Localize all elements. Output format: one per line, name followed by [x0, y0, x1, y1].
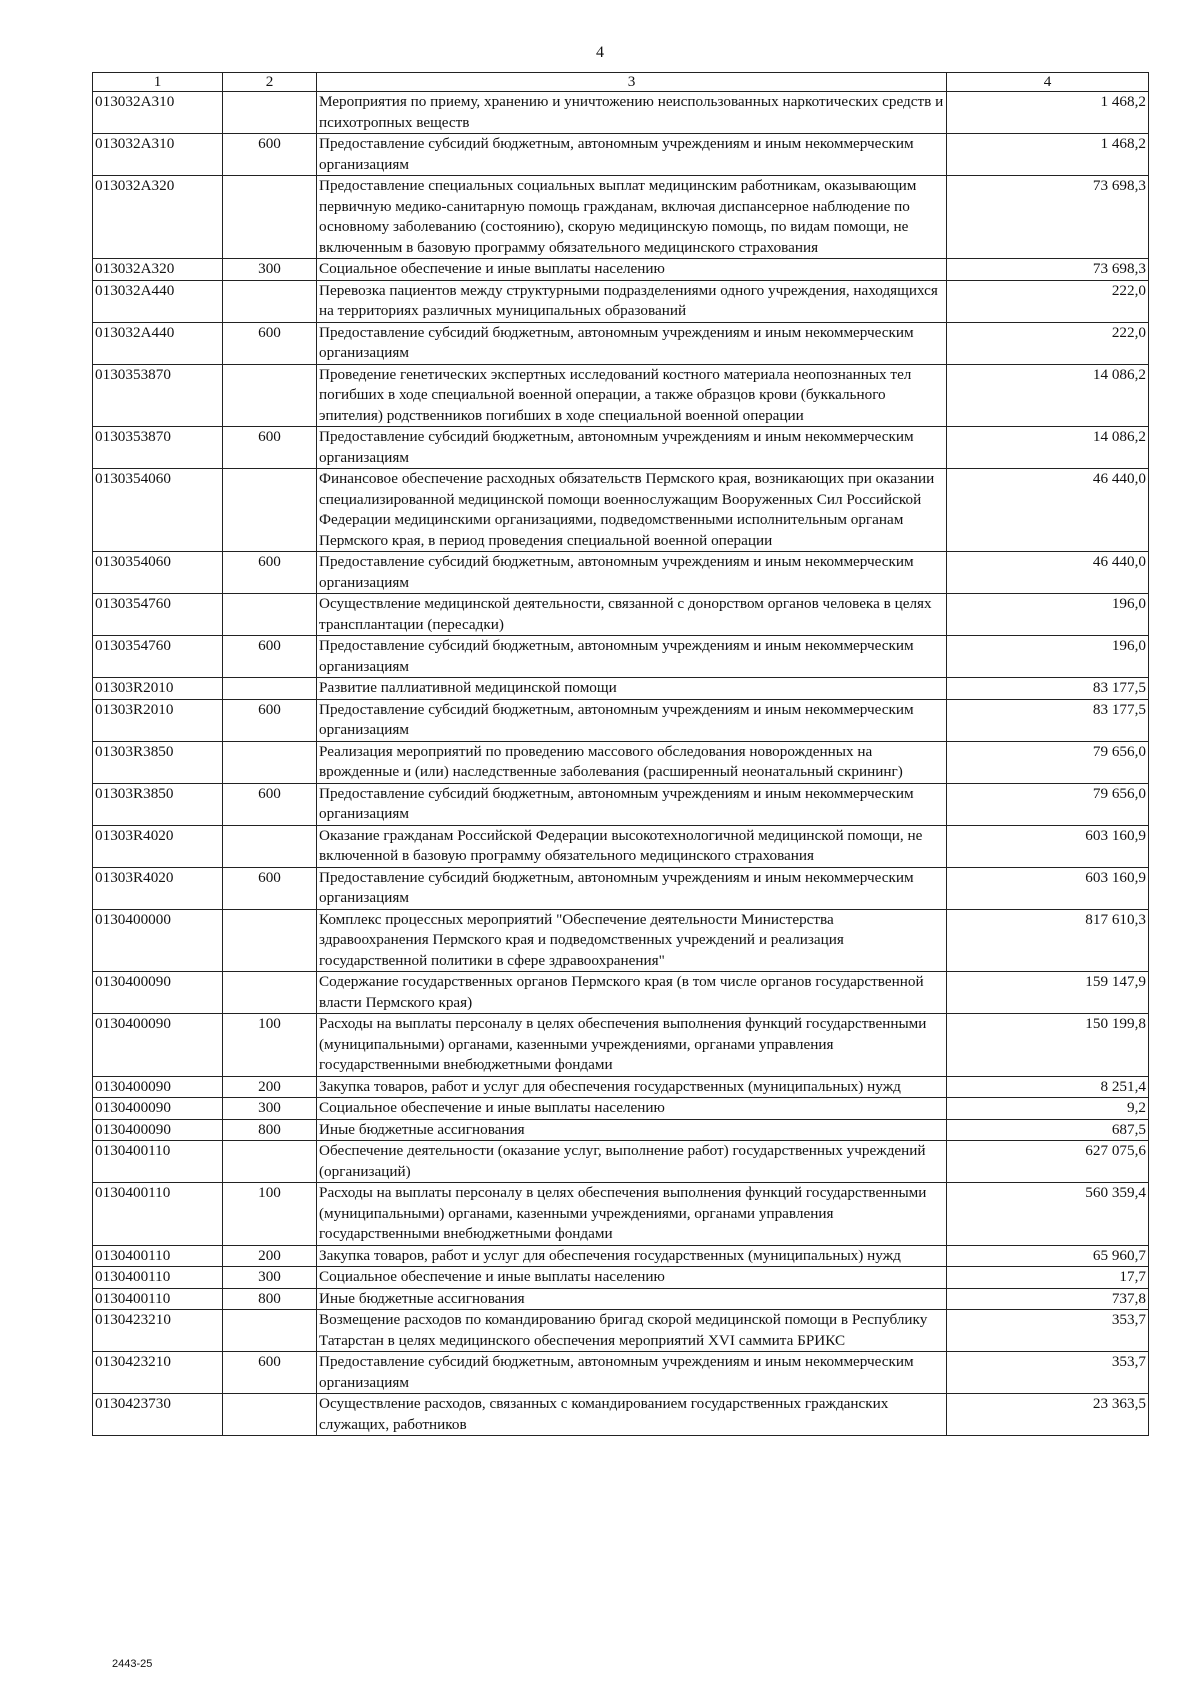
table-row — [93, 783, 1149, 825]
expense-name: Обеспечение деятельности (оказание услуг, выполнение работ) государственных учреждений (организаций) — [317, 1141, 947, 1183]
expense-type-code — [223, 1394, 317, 1436]
amount-value: 353,7 — [947, 1310, 1149, 1352]
expense-type-code: 600 — [223, 427, 317, 469]
expense-type-code — [223, 176, 317, 259]
amount-value: 687,5 — [947, 1119, 1149, 1141]
expense-name: Предоставление субсидий бюджетным, автономным учреждениям и иным некоммерческим организациям — [317, 867, 947, 909]
amount-value: 150 199,8 — [947, 1014, 1149, 1077]
table-row — [93, 1076, 1149, 1098]
expense-type-code: 600 — [223, 636, 317, 678]
header-col-3: 3 — [317, 73, 947, 92]
expense-type-code: 300 — [223, 1267, 317, 1289]
amount-value: 353,7 — [947, 1352, 1149, 1394]
expense-type-code — [223, 364, 317, 427]
target-article-code: 0130400000 — [93, 909, 223, 972]
expense-type-code: 600 — [223, 699, 317, 741]
expense-name: Иные бюджетные ассигнования — [317, 1288, 947, 1310]
expense-name: Предоставление субсидий бюджетным, автономным учреждениям и иным некоммерческим организациям — [317, 552, 947, 594]
expense-name: Социальное обеспечение и иные выплаты населению — [317, 1098, 947, 1120]
table-row — [93, 280, 1149, 322]
expense-name: Проведение генетических экспертных исследований костного материала неопознанных тел погибших в ходе специальной военной операции, а также образцов крови (буккального эпителия) родственников погибших в ходе специальной военной операции — [317, 364, 947, 427]
expense-type-code — [223, 678, 317, 700]
target-article-code: 013032A440 — [93, 280, 223, 322]
target-article-code: 0130354060 — [93, 469, 223, 552]
target-article-code: 01303R2010 — [93, 678, 223, 700]
expense-name: Предоставление субсидий бюджетным, автономным учреждениям и иным некоммерческим организациям — [317, 783, 947, 825]
expense-name: Предоставление специальных социальных выплат медицинским работникам, оказывающим первичную медико-санитарную помощь гражданам, включая диспансерное наблюдение по основному заболеванию (состоянию), скорую медицинскую помощь, по видам помощи, не включенным в базовую программу обязательного медицинского страхования — [317, 176, 947, 259]
amount-value: 17,7 — [947, 1267, 1149, 1289]
expense-name: Предоставление субсидий бюджетным, автономным учреждениям и иным некоммерческим организациям — [317, 134, 947, 176]
expense-type-code: 200 — [223, 1076, 317, 1098]
amount-value: 603 160,9 — [947, 867, 1149, 909]
expense-type-code: 800 — [223, 1288, 317, 1310]
amount-value: 627 075,6 — [947, 1141, 1149, 1183]
page-number: 4 — [596, 44, 604, 61]
table-row — [93, 1014, 1149, 1077]
amount-value: 222,0 — [947, 280, 1149, 322]
expense-name: Предоставление субсидий бюджетным, автономным учреждениям и иным некоммерческим организациям — [317, 322, 947, 364]
expense-type-code — [223, 972, 317, 1014]
expense-name: Оказание гражданам Российской Федерации высокотехнологичной медицинской помощи, не включенной в базовую программу обязательного медицинского страхования — [317, 825, 947, 867]
target-article-code: 0130400110 — [93, 1245, 223, 1267]
expense-type-code — [223, 594, 317, 636]
target-article-code: 0130400110 — [93, 1267, 223, 1289]
amount-value: 83 177,5 — [947, 678, 1149, 700]
target-article-code: 0130354760 — [93, 636, 223, 678]
target-article-code: 013032A440 — [93, 322, 223, 364]
expense-name: Закупка товаров, работ и услуг для обеспечения государственных (муниципальных) нужд — [317, 1245, 947, 1267]
target-article-code: 01303R4020 — [93, 867, 223, 909]
target-article-code: 01303R4020 — [93, 825, 223, 867]
expense-type-code — [223, 1310, 317, 1352]
target-article-code: 0130400090 — [93, 1076, 223, 1098]
amount-value: 46 440,0 — [947, 469, 1149, 552]
amount-value: 65 960,7 — [947, 1245, 1149, 1267]
amount-value: 603 160,9 — [947, 825, 1149, 867]
table-row — [93, 636, 1149, 678]
expense-name: Перевозка пациентов между структурными подразделениями одного учреждения, находящихся на территориях различных муниципальных образований — [317, 280, 947, 322]
amount-value: 83 177,5 — [947, 699, 1149, 741]
target-article-code: 0130400090 — [93, 972, 223, 1014]
expense-name: Расходы на выплаты персоналу в целях обеспечения выполнения функций государственными (муниципальными) органами, казенными учреждениями, органами управления государственными внебюджетными фондами — [317, 1183, 947, 1246]
table-row — [93, 364, 1149, 427]
target-article-code: 0130400110 — [93, 1141, 223, 1183]
table-header-row — [93, 73, 1149, 92]
target-article-code: 0130353870 — [93, 427, 223, 469]
table-body — [93, 92, 1149, 1436]
table-row — [93, 1394, 1149, 1436]
expense-name: Социальное обеспечение и иные выплаты населению — [317, 259, 947, 281]
amount-value: 159 147,9 — [947, 972, 1149, 1014]
amount-value: 79 656,0 — [947, 741, 1149, 783]
table-row — [93, 134, 1149, 176]
amount-value: 560 359,4 — [947, 1183, 1149, 1246]
table-row — [93, 552, 1149, 594]
expense-type-code — [223, 741, 317, 783]
expense-type-code: 100 — [223, 1014, 317, 1077]
expense-name: Закупка товаров, работ и услуг для обеспечения государственных (муниципальных) нужд — [317, 1076, 947, 1098]
target-article-code: 0130354060 — [93, 552, 223, 594]
table-row — [93, 1267, 1149, 1289]
expense-name: Предоставление субсидий бюджетным, автономным учреждениям и иным некоммерческим организациям — [317, 1352, 947, 1394]
expense-type-code — [223, 1141, 317, 1183]
target-article-code: 01303R2010 — [93, 699, 223, 741]
target-article-code: 01303R3850 — [93, 783, 223, 825]
target-article-code: 0130423210 — [93, 1310, 223, 1352]
header-col-2: 2 — [223, 73, 317, 92]
expense-name: Финансовое обеспечение расходных обязательств Пермского края, возникающих при оказании специализированной медицинской помощи военнослужащим Вооруженных Сил Российской Федерации медицинскими организациями, подведомственными исполнительным органам Пермского края, в период проведения специальной военной операции — [317, 469, 947, 552]
expense-type-code: 600 — [223, 322, 317, 364]
expense-name: Возмещение расходов по командированию бригад скорой медицинской помощи в Республику Татарстан в целях медицинского обеспечения мероприятий XVI саммита БРИКС — [317, 1310, 947, 1352]
target-article-code: 0130400090 — [93, 1014, 223, 1077]
amount-value: 23 363,5 — [947, 1394, 1149, 1436]
amount-value: 8 251,4 — [947, 1076, 1149, 1098]
expense-type-code: 300 — [223, 259, 317, 281]
expense-type-code — [223, 469, 317, 552]
amount-value: 196,0 — [947, 636, 1149, 678]
expense-type-code — [223, 92, 317, 134]
table-row — [93, 1288, 1149, 1310]
table-row — [93, 1183, 1149, 1246]
target-article-code: 0130400110 — [93, 1288, 223, 1310]
table-row — [93, 1141, 1149, 1183]
target-article-code: 0130353870 — [93, 364, 223, 427]
table-row — [93, 909, 1149, 972]
amount-value: 14 086,2 — [947, 427, 1149, 469]
table-row — [93, 825, 1149, 867]
header-col-4: 4 — [947, 73, 1149, 92]
expense-type-code — [223, 280, 317, 322]
table-row — [93, 259, 1149, 281]
table-row — [93, 1245, 1149, 1267]
expense-name: Осуществление медицинской деятельности, связанной с донорством органов человека в целях трансплантации (пересадки) — [317, 594, 947, 636]
amount-value: 73 698,3 — [947, 176, 1149, 259]
amount-value: 817 610,3 — [947, 909, 1149, 972]
table-row — [93, 867, 1149, 909]
table-row — [93, 741, 1149, 783]
amount-value: 222,0 — [947, 322, 1149, 364]
target-article-code: 013032A310 — [93, 92, 223, 134]
expense-type-code: 600 — [223, 1352, 317, 1394]
amount-value: 737,8 — [947, 1288, 1149, 1310]
expense-type-code: 600 — [223, 552, 317, 594]
table-row — [93, 322, 1149, 364]
amount-value: 79 656,0 — [947, 783, 1149, 825]
expense-name: Предоставление субсидий бюджетным, автономным учреждениям и иным некоммерческим организациям — [317, 427, 947, 469]
expense-name: Социальное обеспечение и иные выплаты населению — [317, 1267, 947, 1289]
table-row — [93, 1098, 1149, 1120]
expense-type-code: 600 — [223, 867, 317, 909]
expense-name: Развитие паллиативной медицинской помощи — [317, 678, 947, 700]
expense-name: Мероприятия по приему, хранению и уничтожению неиспользованных наркотических средств и психотропных веществ — [317, 92, 947, 134]
target-article-code: 0130400090 — [93, 1098, 223, 1120]
amount-value: 73 698,3 — [947, 259, 1149, 281]
header-col-1: 1 — [93, 73, 223, 92]
table-row — [93, 427, 1149, 469]
target-article-code: 013032A320 — [93, 176, 223, 259]
table-row — [93, 594, 1149, 636]
expense-name: Осуществление расходов, связанных с командированием государственных гражданских служащих, работников — [317, 1394, 947, 1436]
target-article-code: 0130423210 — [93, 1352, 223, 1394]
table-row — [93, 469, 1149, 552]
target-article-code: 0130400090 — [93, 1119, 223, 1141]
target-article-code: 0130354760 — [93, 594, 223, 636]
expense-name: Расходы на выплаты персоналу в целях обеспечения выполнения функций государственными (муниципальными) органами, казенными учреждениями, органами управления государственными внебюджетными фондами — [317, 1014, 947, 1077]
expense-name: Иные бюджетные ассигнования — [317, 1119, 947, 1141]
table-row — [93, 1119, 1149, 1141]
amount-value: 196,0 — [947, 594, 1149, 636]
table-row — [93, 92, 1149, 134]
expense-type-code: 100 — [223, 1183, 317, 1246]
target-article-code: 013032A310 — [93, 134, 223, 176]
table-row — [93, 972, 1149, 1014]
budget-table — [92, 72, 1149, 1436]
amount-value: 1 468,2 — [947, 134, 1149, 176]
expense-type-code: 200 — [223, 1245, 317, 1267]
target-article-code: 0130423730 — [93, 1394, 223, 1436]
expense-name: Комплекс процессных мероприятий "Обеспечение деятельности Министерства здравоохранения Пермского края и подведомственных учреждений и реализация государственной политики в сфере здравоохранения" — [317, 909, 947, 972]
target-article-code: 01303R3850 — [93, 741, 223, 783]
expense-name: Предоставление субсидий бюджетным, автономным учреждениям и иным некоммерческим организациям — [317, 636, 947, 678]
amount-value: 9,2 — [947, 1098, 1149, 1120]
expense-type-code: 800 — [223, 1119, 317, 1141]
expense-name: Содержание государственных органов Пермского края (в том числе органов государственной власти Пермского края) — [317, 972, 947, 1014]
target-article-code: 013032A320 — [93, 259, 223, 281]
amount-value: 14 086,2 — [947, 364, 1149, 427]
document-code: 2443-25 — [112, 1658, 153, 1670]
target-article-code: 0130400110 — [93, 1183, 223, 1246]
table-row — [93, 1310, 1149, 1352]
amount-value: 1 468,2 — [947, 92, 1149, 134]
expense-type-code: 600 — [223, 783, 317, 825]
expense-type-code — [223, 909, 317, 972]
expense-type-code — [223, 825, 317, 867]
expense-type-code: 300 — [223, 1098, 317, 1120]
table-row — [93, 176, 1149, 259]
table-row — [93, 1352, 1149, 1394]
expense-name: Реализация мероприятий по проведению массового обследования новорожденных на врожденные и (или) наследственные заболевания (расширенный неонатальный скрининг) — [317, 741, 947, 783]
table-row — [93, 699, 1149, 741]
expense-type-code: 600 — [223, 134, 317, 176]
expense-name: Предоставление субсидий бюджетным, автономным учреждениям и иным некоммерческим организациям — [317, 699, 947, 741]
table-row — [93, 678, 1149, 700]
amount-value: 46 440,0 — [947, 552, 1149, 594]
